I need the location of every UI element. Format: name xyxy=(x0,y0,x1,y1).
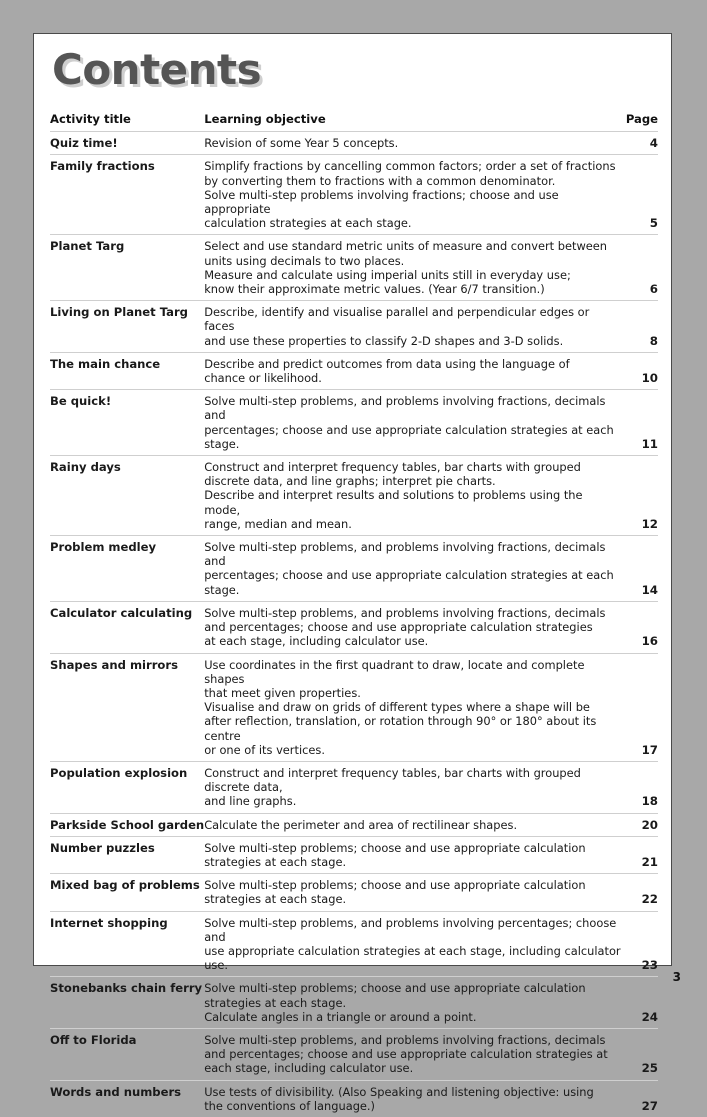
page-reference[interactable]: 24 xyxy=(626,977,658,1029)
learning-objective xyxy=(204,761,626,813)
table-row[interactable] xyxy=(50,977,658,1029)
objective-line: after reflection, translation, or rotation through 90° or 180° about its centre xyxy=(204,714,597,743)
objective-line: Describe, identify and visualise parallel and perpendicular edges or faces xyxy=(204,305,590,334)
objective-line: Solve multi-step problems, and problems involving fractions, decimals xyxy=(204,605,606,620)
page-reference[interactable]: 20 xyxy=(626,813,658,836)
activity-title: Population explosion xyxy=(50,761,204,813)
header-activity-title: Activity title xyxy=(50,109,204,132)
activity-title: Shapes and mirrors xyxy=(50,653,204,761)
table-row[interactable] xyxy=(50,761,658,813)
objective-line: Solve multi-step problems, and problems involving fractions, decimals xyxy=(204,1032,606,1047)
learning-objective xyxy=(204,301,626,353)
activity-title: Calculator calculating xyxy=(50,601,204,653)
objective-line: Solve multi-step problems; choose and use appropriate calculation xyxy=(204,840,586,855)
objective-line: by converting them to fractions with a common denominator. xyxy=(204,173,556,188)
objective-line: Solve multi-step problems, and problems involving fractions, decimals and xyxy=(204,394,606,423)
contents-page xyxy=(33,33,672,1113)
objective-line: the conventions of language.) xyxy=(204,1098,375,1113)
objective-line: and use these properties to classify 2-D shapes and 3-D solids. xyxy=(204,333,564,348)
activity-title: Internet shopping xyxy=(50,911,204,977)
page-reference[interactable]: 10 xyxy=(626,352,658,389)
objective-line: Solve multi-step problems involving fractions; choose and use appropriate xyxy=(204,187,559,217)
table-row[interactable] xyxy=(50,836,658,873)
objective-line: Solve multi-step problems; choose and use appropriate calculation xyxy=(204,981,586,996)
page-reference[interactable]: 17 xyxy=(626,653,658,761)
table-row[interactable] xyxy=(50,813,658,836)
page-reference[interactable]: 6 xyxy=(626,235,658,301)
contents-table-body xyxy=(50,132,658,1117)
header-page: Page xyxy=(626,109,658,132)
objective-line: Use coordinates in the first quadrant to draw, locate and complete shapes xyxy=(204,657,585,686)
objective-line: and percentages; choose and use appropriate calculation strategies xyxy=(204,620,593,635)
learning-objective xyxy=(204,977,626,1029)
table-row[interactable] xyxy=(50,352,658,389)
table-row[interactable] xyxy=(50,874,658,911)
objective-line: percentages; choose and use appropriate calculation strategies at each stage. xyxy=(204,568,614,597)
table-row[interactable] xyxy=(50,911,658,977)
objective-line: and percentages; choose and use appropriate calculation strategies at xyxy=(204,1047,608,1062)
objective-line: discrete data, and line graphs; interpret pie charts. xyxy=(204,474,496,489)
objective-line: that meet given properties. xyxy=(204,685,361,700)
objective-line: Describe and predict outcomes from data using the language of xyxy=(204,356,570,371)
activity-title: Living on Planet Targ xyxy=(50,301,204,353)
activity-title: The main chance xyxy=(50,352,204,389)
objective-line: Measure and calculate using imperial units still in everyday use; xyxy=(204,267,571,282)
objective-line: Calculate the perimeter and area of rectilinear shapes. xyxy=(204,817,518,832)
table-row[interactable] xyxy=(50,456,658,536)
table-row[interactable] xyxy=(50,301,658,353)
page-reference[interactable]: 14 xyxy=(626,536,658,602)
activity-title: Words and numbers xyxy=(50,1084,182,1099)
table-row[interactable] xyxy=(50,155,658,235)
objective-line: chance or likelihood. xyxy=(204,371,322,386)
objective-line: Solve multi-step problems, and problems involving percentages; choose and xyxy=(204,915,617,944)
objective-line: Construct and interpret frequency tables, bar charts with grouped xyxy=(204,460,581,475)
page-reference[interactable]: 22 xyxy=(626,874,658,911)
objective-line: Simplify fractions by cancelling common factors; order a set of fractions xyxy=(204,159,616,174)
activity-title: Parkside School garden xyxy=(50,813,204,836)
page-title: Contents xyxy=(52,45,262,94)
objective-line: Calculate angles in a triangle or around a point. xyxy=(204,1009,477,1024)
objective-line: calculation strategies at each stage. xyxy=(204,216,412,231)
table-row[interactable] xyxy=(50,132,658,155)
objective-line: know their approximate metric values. (Year 6/7 transition.) xyxy=(204,282,545,297)
activity-title: Quiz time! xyxy=(50,132,204,155)
learning-objective xyxy=(204,813,626,836)
objective-line: Solve multi-step problems; choose and use appropriate calculation xyxy=(204,878,586,893)
objective-line: strategies at each stage. xyxy=(204,995,347,1010)
page-reference[interactable]: 25 xyxy=(626,1028,658,1080)
learning-objective xyxy=(204,155,626,235)
objective-line: each stage, including calculator use. xyxy=(204,1061,414,1076)
page-reference[interactable]: 21 xyxy=(626,836,658,873)
table-row[interactable] xyxy=(50,536,658,602)
table-header-row xyxy=(50,109,658,132)
learning-objective xyxy=(204,874,626,911)
objective-line: Visualise and draw on grids of different types where a shape will be xyxy=(204,700,590,715)
table-row[interactable] xyxy=(50,1028,658,1080)
objective-line: range, median and mean. xyxy=(204,516,352,531)
activity-title: Planet Targ xyxy=(50,235,204,301)
page-reference[interactable]: 23 xyxy=(626,911,658,977)
learning-objective xyxy=(204,132,626,155)
header-learning-objective: Learning objective xyxy=(204,109,626,132)
table-row[interactable] xyxy=(50,235,658,301)
page-reference[interactable]: 18 xyxy=(626,761,658,813)
page-reference[interactable]: 4 xyxy=(626,132,658,155)
learning-objective xyxy=(204,911,626,977)
page-reference[interactable]: 16 xyxy=(626,601,658,653)
activity-title: Rainy days xyxy=(50,456,204,536)
learning-objective xyxy=(204,352,626,389)
contents-table xyxy=(50,109,658,1117)
learning-objective xyxy=(204,1028,626,1080)
page-reference[interactable]: 12 xyxy=(626,456,658,536)
learning-objective xyxy=(204,456,626,536)
learning-objective xyxy=(204,390,626,456)
learning-objective xyxy=(204,536,626,602)
page-reference[interactable]: 8 xyxy=(626,301,658,353)
objective-line: percentages; choose and use appropriate calculation strategies at each stage. xyxy=(204,422,614,451)
objective-line: use appropriate calculation strategies at each stage, including calculator use. xyxy=(204,943,621,973)
page-reference[interactable]: 5 xyxy=(626,155,658,235)
objective-line: Use tests of divisibility. (Also Speaking and listening objective: using xyxy=(204,1084,594,1099)
objective-line: Revision of some Year 5 concepts. xyxy=(204,136,399,151)
activity-title: Off to Florida xyxy=(50,1028,204,1080)
objective-line: units using decimals to two places. xyxy=(204,253,405,268)
table-row[interactable] xyxy=(50,390,658,456)
objective-line: Describe and interpret results and solutions to problems using the mode, xyxy=(204,488,583,517)
page-reference[interactable]: 27 xyxy=(641,1098,658,1113)
learning-objective xyxy=(204,601,626,653)
learning-objective xyxy=(204,1080,626,1117)
learning-objective xyxy=(204,235,626,301)
objective-line: Construct and interpret frequency tables, bar charts with grouped discrete data, xyxy=(204,765,581,795)
learning-objective xyxy=(204,836,626,873)
table-row[interactable] xyxy=(50,653,658,761)
learning-objective xyxy=(204,653,626,761)
objective-line: Select and use standard metric units of measure and convert between xyxy=(204,239,608,254)
objective-line: strategies at each stage. xyxy=(204,854,347,869)
objective-line: at each stage, including calculator use. xyxy=(204,634,429,649)
activity-title: Mixed bag of problems xyxy=(50,874,204,911)
activity-title: Family fractions xyxy=(50,155,204,235)
activity-title: Be quick! xyxy=(50,390,204,456)
activity-title: Number puzzles xyxy=(50,836,204,873)
page-reference[interactable]: 11 xyxy=(626,390,658,456)
objective-line: or one of its vertices. xyxy=(204,742,325,757)
table-row[interactable] xyxy=(50,1080,658,1117)
page-number: 3 xyxy=(672,970,681,984)
activity-title: Stonebanks chain ferry xyxy=(50,977,204,1029)
objective-line: strategies at each stage. xyxy=(204,892,347,907)
table-row[interactable] xyxy=(50,601,658,653)
activity-title: Problem medley xyxy=(50,536,204,602)
objective-line: Solve multi-step problems, and problems involving fractions, decimals and xyxy=(204,540,606,569)
objective-line: and line graphs. xyxy=(204,794,297,809)
